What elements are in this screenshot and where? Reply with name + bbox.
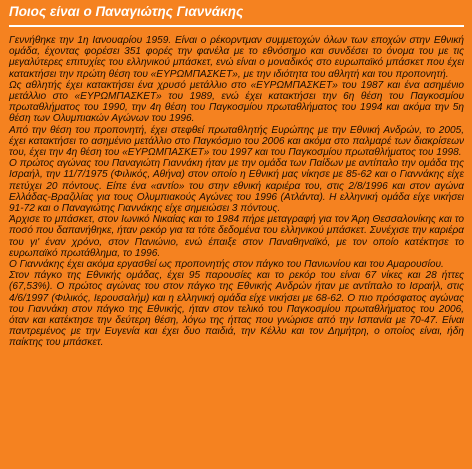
paragraph-birth-and-records: Γεννήθηκε την 1η Ιανουαρίου 1959. Είναι ο ρέκορντμαν συμμετοχών όλων των εποχών στην Εθνική ομάδα, έχοντας φορέσει 351 φορές την φανέλα με το εθνόσημο και συνδέσει το όνομα του με τις μεγαλύτερες επιτυχίες του ελληνικού μπάσκετ, ενώ είναι ο μοναδικός στο ευρωπαϊκό μπάσκετ που έχει κατακτήσει την πρώτη θέση του «ΕΥΡΩΜΠΑΣΚΕΤ», με την ιδιότητα του αθλητή και του προπονητή. bbox=[9, 35, 464, 80]
paragraph-national-team-career: Ο πρώτος αγώνας του Παναγιώτη Γιαννάκη ήταν με την ομάδα των Παίδων με αντίπαλο την ομάδα της Ισραήλ, την 11/7/1975 (Φιλικός, Αθήνα) στον οποίο η Εθνική μας νίκησε με 85-62 και ο Γιαννάκης είχε πετύχει 20 πόντους. Είπε ένα «αντίο» του στην εθνική καριέρα του, στις 2/8/1996 και στον αγώνα Ελλάδας-Βραζιλίας για τους Ολυμπιακούς Αγώνες του 1996 (Ατλάντα). Η ελληνική ομάδα είχε νικήσει 91-72 και ο Παναγιώτης Γιαννάκης είχε σημειώσει 3 πόντους. bbox=[9, 158, 464, 215]
biography-text bbox=[9, 35, 464, 349]
paragraph-coach-achievements: Από την θέση του προπονητή, έχει στεφθεί πρωταθλητής Ευρώπης με την Εθνική Ανδρών, το 2005, έχει κατακτήσει το ασημένιο μετάλλιο στο Παγκόσμιο του 2006 και ακόμα στο παλμαρέ των διακρίσεων του, έχει την 4η θέση του «ΕΥΡΩΜΠΑΣΚΕΤ» του 1997 και του Παγκοσμίου πρωταθλήματος του 1998. bbox=[9, 124, 464, 159]
paragraph-coaching-clubs: Ο Γιαννάκης έχει ακόμα εργασθεί ως προπονητής στον πάγκο του Πανιωνίου και του Αμαρουσίου. bbox=[9, 259, 444, 271]
page-title: Ποιος είναι ο Παναγιώτης Γιαννάκης bbox=[9, 4, 244, 19]
paragraph-club-career: Άρχισε το μπάσκετ, στον Ιωνικό Νικαίας και το 1984 πήρε μεταγραφή για τον Άρη Θεσσαλονίκης και το ποσό που δαπανήθηκε, ήταν ρεκόρ για τα τότε δεδομένα του ελληνικού μπάσκετ. Συνέχισε την καριέρα του γι' έναν χρόνο, στον Πανιώνιο, ενώ έπαιξε στον Παναθηναϊκό, με τον οποίο κατέκτησε το ευρωπαϊκό πρωτάθλημα, το 1996. bbox=[9, 214, 464, 259]
paragraph-player-achievements: Ως αθλητής έχει κατακτήσει ένα χρυσό μετάλλιο στο «ΕΥΡΩΜΠΑΣΚΕΤ» του 1987 και ένα ασημένιο μετάλλιο στο «ΕΥΡΩΜΠΑΣΚΕΤ» του 1989, ενώ έχει κατακτήσει την 6η θέση του Παγκοσμίου πρωταθλήματος του 1990, την 4η θέση του Παγκοσμίου πρωταθλήματος του 1994 και ακόμα την 5η θέση των Ολυμπιακών Αγώνων του 1996. bbox=[9, 79, 464, 125]
paragraph-national-coach-record: Στον πάγκο της Εθνικής ομάδας, έχει 95 παρουσίες και το ρεκόρ του είναι 67 νίκες και 28 ήττες (67,53%). Ο πρώτος αγώνας του στον πάγκο της Εθνικής Ανδρών ήταν με αντίπαλο το Ισραήλ, στις 4/6/1997 (Φιλικός, Ιερουσαλήμ) και η ελληνική ομάδα είχε νικήσει με 68-62. Ο πιο πρόσφατος αγώνας του Γιαννάκη στον πάγκο της Εθνικής, ήταν στον τελικό του Παγκοσμίου πρωταθλήματος του 2006, όταν και κατέκτησε την δεύτερη θέση, λόγω της ήττας που γνώρισε από την Ισπανία με 70-47. Είναι παντρεμένος με την Ευγενία και έχει δυο παιδιά, την Κέλλυ και τον Δημήτρη, ο οποίος είναι, ήδη παίκτης του μπάσκετ. bbox=[9, 270, 464, 349]
title-underline bbox=[9, 25, 464, 27]
